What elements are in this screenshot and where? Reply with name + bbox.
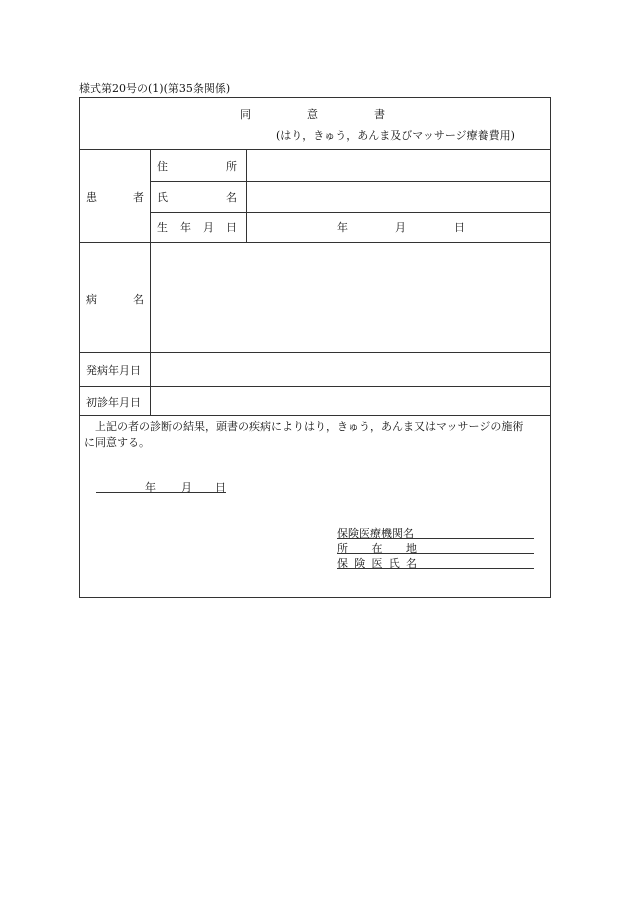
patient-label: 患 者 — [86, 191, 144, 204]
address-label: 住 所 — [157, 160, 237, 173]
name-label: 氏 名 — [157, 191, 237, 204]
birthdate-month-unit: 月 — [395, 221, 406, 234]
first-visit-date-label: 初診年月日 — [86, 396, 141, 409]
institution-name-line — [337, 538, 534, 539]
doctor-name-line — [337, 568, 534, 569]
form-number-label: 様式第20号の(1)(第35条関係) — [79, 82, 231, 95]
consent-date-month-unit: 月 — [181, 481, 192, 494]
institution-name-label: 保険医療機関名 — [337, 527, 414, 540]
document-title: 同 意 書 — [240, 108, 385, 121]
location-line — [337, 553, 534, 554]
rule-sublabel-column — [246, 149, 247, 242]
consent-text-line1: 上記の者の診断の結果，頭書の疾病によりはり，きゅう，あんま又はマッサージの施術 — [95, 420, 524, 433]
birthdate-label: 生 年 月 日 — [157, 221, 237, 234]
consent-form — [79, 97, 551, 598]
rule-address-bottom — [150, 181, 550, 182]
rule-first-visit-bottom — [80, 415, 550, 416]
rule-label-column — [150, 149, 151, 415]
disease-label: 病 名 — [86, 293, 144, 306]
document-subtitle: (はり，きゅう，あんま及びマッサージ療養費用) — [276, 129, 515, 142]
consent-date-line — [96, 492, 226, 493]
birthdate-year-unit: 年 — [337, 221, 348, 234]
consent-text-line2: に同意する。 — [84, 436, 150, 449]
consent-date-year-unit: 年 — [145, 481, 156, 494]
consent-date-day-unit: 日 — [215, 481, 226, 494]
birthdate-day-unit: 日 — [454, 221, 465, 234]
onset-date-label: 発病年月日 — [86, 364, 141, 377]
rule-name-bottom — [150, 212, 550, 213]
doctor-name-label: 保 険 医 氏 名 — [337, 557, 417, 570]
location-label: 所 在 地 — [337, 542, 417, 555]
